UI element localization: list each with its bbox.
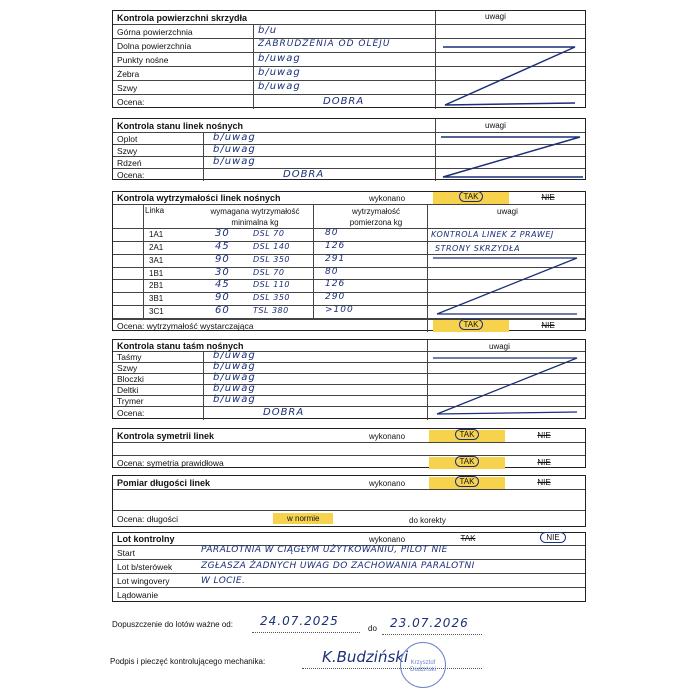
validity-line [112, 614, 586, 636]
strength-note-2: STRONY SKRZYDŁA [435, 244, 521, 253]
strength-notes-strike [427, 254, 587, 318]
strength-no-option[interactable]: NIE [541, 193, 555, 202]
validity-to: 23.07.2026 [390, 616, 469, 630]
tapes-label-1: Szwy [117, 363, 138, 373]
strength-col-measured: wytrzymałość pomierzona kg [349, 207, 403, 227]
tapes-value-2: b/uwag [213, 372, 256, 383]
validity-to-label: do [368, 624, 377, 633]
strength-yes-text: TAK [459, 191, 484, 202]
lines-notes-strike [435, 133, 585, 181]
strength-line-type: DSL 350 [253, 254, 291, 264]
flight-no-text: NIE [540, 532, 565, 543]
strength-line-type: DSL 350 [253, 293, 291, 303]
strength-col-notes: uwagi [497, 207, 518, 216]
flight-section [112, 532, 586, 602]
length-no-option[interactable]: NIE [537, 478, 551, 487]
strength-title: Kontrola wytrzymałości linek nośnych [117, 193, 281, 203]
strength-measured: >100 [325, 305, 354, 316]
lines-label-1: Szwy [117, 146, 138, 156]
strength-line-type: DSL 70 [253, 267, 285, 277]
tapes-label-5: Ocena: [117, 408, 145, 418]
length-yes-option[interactable] [429, 477, 505, 489]
strength-yes-option[interactable] [433, 192, 509, 204]
strength-required: 45 [215, 240, 230, 252]
tapes-value-3: b/uwag [213, 383, 256, 394]
strength-done-label: wykonano [369, 194, 406, 203]
surface-label-3: Żebra [117, 69, 140, 79]
signature-handwritten: K.Budziński [322, 648, 409, 666]
flight-row-0: Start [117, 548, 135, 558]
flight-row-2: Lot wingovery [117, 576, 170, 586]
strength-col-required: wymagana wytrzymałość minimalna kg [210, 207, 300, 227]
flight-row-1: Lot b/sterówek [117, 562, 173, 572]
strength-assess-yes-text: TAK [459, 319, 484, 330]
strength-line-type: TSL 380 [253, 306, 289, 316]
tapes-label-0: Taśmy [117, 352, 142, 362]
tapes-label-2: Bloczki [117, 374, 144, 384]
surface-label-1: Dolna powierzchnia [117, 41, 192, 51]
symmetry-assess-no[interactable]: NIE [537, 458, 551, 467]
surface-label-2: Punkty nośne [117, 55, 169, 65]
strength-required: 90 [215, 292, 230, 304]
tapes-value-0: b/uwag [213, 350, 256, 361]
strength-assessment: Ocena: wytrzymałość wystarczająca [117, 321, 254, 331]
tapes-notes-header: uwagi [489, 342, 510, 351]
strength-note-1: KONTROLA LINEK Z PRAWEJ [431, 230, 554, 239]
lines-value-1: b/uwag [213, 144, 256, 155]
strength-measured: 290 [325, 292, 346, 303]
surface-notes-strike [435, 25, 585, 109]
surface-label-4: Szwy [117, 83, 138, 93]
strength-measured: 80 [325, 266, 339, 277]
strength-required: 90 [215, 253, 230, 265]
strength-required: 30 [215, 228, 230, 239]
flight-no-option[interactable] [523, 533, 583, 542]
strength-line-id: 3A1 [149, 255, 164, 265]
tapes-value-1: b/uwag [213, 361, 256, 372]
length-title: Pomiar długości linek [117, 478, 211, 488]
validity-from: 24.07.2025 [260, 614, 339, 628]
strength-line-id: 1A1 [149, 230, 164, 239]
symmetry-yes-option[interactable] [429, 430, 505, 442]
strength-required: 30 [215, 266, 230, 278]
strength-col-line: Linka [145, 206, 165, 215]
symmetry-yes-text: TAK [455, 429, 480, 440]
tapes-notes-strike [427, 352, 587, 420]
strength-required: 45 [215, 279, 230, 291]
surface-header-row [113, 11, 585, 25]
surface-label-0: Górna powierzchnia [117, 27, 193, 37]
validity-label: Dopuszczenie do lotów ważne od: [112, 620, 233, 629]
lines-value-3: DOBRA [283, 169, 325, 180]
length-to-correct[interactable]: do korekty [409, 516, 446, 525]
surface-value-0: b/u [258, 25, 278, 36]
surface-value-3: b/uwag [258, 67, 301, 78]
strength-line-type: DSL 140 [253, 241, 291, 251]
length-assessment-label: Ocena: długości [117, 514, 178, 524]
strength-line-id: 1B1 [149, 268, 164, 278]
lines-value-2: b/uwag [213, 156, 256, 167]
flight-row-3: Lądowanie [117, 590, 159, 600]
tapes-section [112, 339, 586, 419]
stamp [400, 642, 446, 688]
flight-note-2: ZGŁASZA ŻADNYCH UWAG DO ZACHOWANIA PARALOTNI [201, 561, 475, 571]
symmetry-no-option[interactable]: NIE [537, 431, 551, 440]
strength-measured: 126 [325, 279, 346, 290]
lines-label-2: Rdzeń [117, 158, 142, 168]
flight-yes-option[interactable]: TAK [460, 534, 476, 543]
flight-title: Lot kontrolny [117, 534, 175, 544]
strength-line-id: 3C1 [149, 307, 164, 317]
length-section [112, 475, 586, 527]
strength-assess-yes[interactable] [433, 320, 509, 332]
flight-done-label: wykonano [369, 535, 406, 544]
tapes-title: Kontrola stanu taśm nośnych [117, 341, 244, 351]
surface-value-4: b/uwag [258, 81, 301, 92]
surface-notes-header: uwagi [485, 12, 506, 21]
lines-label-3: Ocena: [117, 170, 145, 180]
tapes-value-4: b/uwag [213, 394, 256, 405]
surface-value-1: ZABRUDZENIA OD OLEJU [258, 39, 391, 49]
symmetry-section [112, 428, 586, 468]
lines-section [112, 118, 586, 180]
length-yes-text: TAK [455, 476, 480, 487]
stamp-name: Krzysztof Dudziński [409, 660, 436, 673]
strength-line-id: 2A1 [149, 242, 164, 252]
lines-label-0: Oplot [117, 134, 138, 144]
lines-title: Kontrola stanu linek nośnych [117, 121, 244, 131]
tapes-label-3: Deltki [117, 385, 139, 395]
flight-note-1: PARALOTNIA W CIĄGŁYM UŻYTKOWANIU, PILOT NIE [201, 545, 448, 555]
symmetry-assess-yes-text: TAK [455, 456, 480, 467]
length-done-label: wykonano [369, 479, 406, 488]
strength-required: 60 [215, 305, 230, 317]
surface-value-2: b/uwag [258, 53, 301, 64]
strength-line-type: DSL 70 [253, 229, 285, 238]
strength-line-type: DSL 110 [253, 280, 291, 290]
symmetry-title: Kontrola symetrii linek [117, 431, 215, 441]
symmetry-done-label: wykonano [369, 432, 406, 441]
surface-title: Kontrola powierzchni skrzydła [117, 13, 248, 23]
tapes-label-4: Trymer [117, 396, 144, 406]
symmetry-assessment: Ocena: symetria prawidłowa [117, 458, 224, 468]
strength-section [112, 191, 586, 331]
length-in-norm[interactable]: w normie [273, 513, 333, 524]
signature-block [110, 642, 590, 688]
lines-notes-header: uwagi [485, 121, 506, 130]
flight-note-3: W LOCIE. [201, 576, 246, 586]
surface-value-5: DOBRA [323, 96, 365, 107]
surface-label-5: Ocena: [117, 97, 145, 107]
signature-label: Podpis i pieczęć kontrolującego mechanika: [110, 657, 266, 666]
symmetry-assess-yes[interactable] [429, 457, 505, 469]
strength-measured: 126 [325, 240, 346, 251]
strength-line-id: 3B1 [149, 294, 164, 304]
tapes-value-5: DOBRA [263, 407, 305, 418]
strength-measured: 291 [325, 253, 346, 264]
lines-value-0: b/uwag [213, 132, 256, 143]
surface-section [112, 10, 586, 108]
strength-line-id: 2B1 [149, 281, 164, 291]
strength-measured: 80 [325, 228, 339, 238]
strength-assess-no[interactable]: NIE [541, 321, 555, 330]
